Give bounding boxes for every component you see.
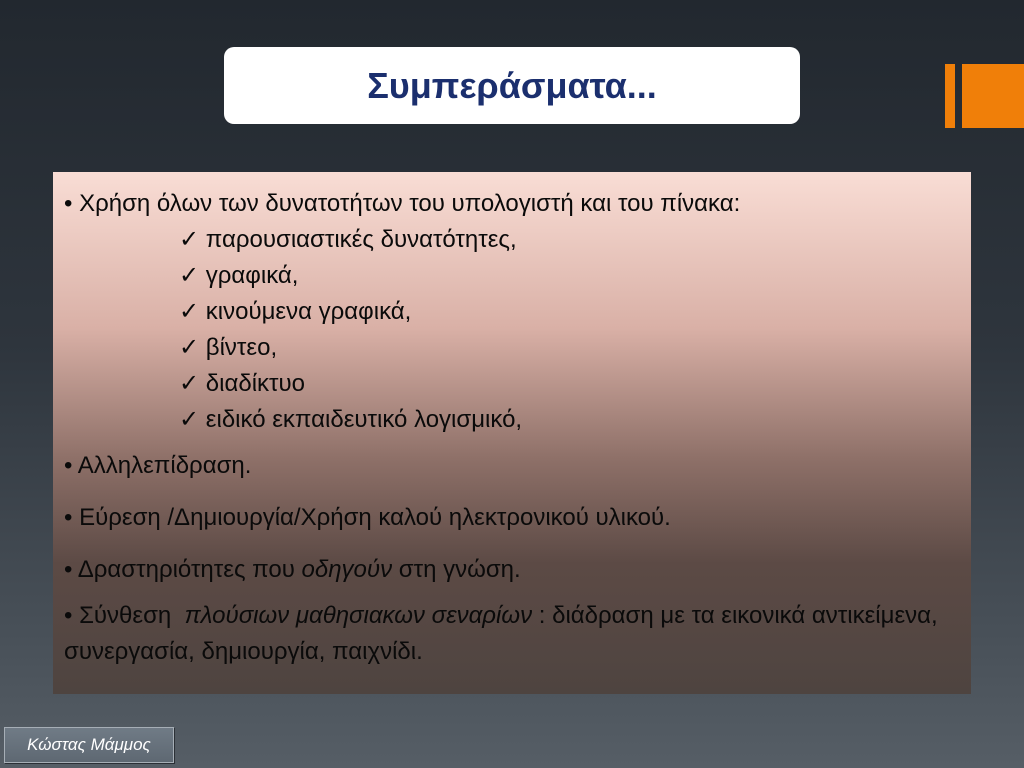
check-icon: ✓	[179, 334, 200, 361]
check-item-2: ✓ γραφικά,	[179, 262, 299, 289]
emphasis-text: πλούσιων μαθησιακων σεναρίων	[184, 602, 533, 629]
check-item-6: ✓ ειδικό εκπαιδευτικό λογισμικό,	[179, 406, 523, 433]
slide-title: Συμπεράσματα...	[367, 64, 657, 106]
check-item-5: ✓ διαδίκτυο	[179, 370, 305, 397]
bullet-marker: •	[64, 190, 73, 217]
author-badge	[4, 727, 174, 763]
accent-bar-thin	[945, 64, 955, 128]
bullet-item-3: • Εύρεση /Δημιουργία/Χρήση καλού ηλεκτρονικού υλικού.	[64, 504, 671, 531]
bullet-item-4: • Δραστηριότητες που οδηγούν στη γνώση.	[64, 556, 521, 583]
check-icon: ✓	[179, 370, 200, 397]
title-box	[224, 47, 800, 124]
check-item-3: ✓ κινούμενα γραφικά,	[179, 298, 412, 325]
bullet-marker: •	[64, 504, 73, 531]
check-icon: ✓	[179, 262, 200, 289]
check-item-4: ✓ βίντεο,	[179, 334, 278, 361]
check-icon: ✓	[179, 406, 200, 433]
emphasis-text: οδηγούν	[301, 556, 393, 583]
content-box	[53, 172, 971, 694]
accent-bar-wide	[962, 64, 1024, 128]
bullet-marker: •	[64, 602, 73, 629]
check-icon: ✓	[179, 226, 200, 253]
bullet-marker: •	[64, 556, 73, 583]
bullet-item-2: • Αλληλεπίδραση.	[64, 452, 252, 479]
bullet-item-5: • Σύνθεση πλούσιων μαθησιακων σεναρίων : διάδραση με τα εικονικά αντικείμενα, συνεργασία, δημιουργία, παιχνίδι.	[64, 602, 938, 665]
check-icon: ✓	[179, 298, 200, 325]
bullet-marker: •	[64, 452, 73, 479]
bullet-item-1: • Χρήση όλων των δυνατοτήτων του υπολογιστή και του πίνακα:	[64, 190, 741, 217]
check-item-1: ✓ παρουσιαστικές δυνατότητες,	[179, 226, 517, 253]
author-name: Κώστας Μάμμος	[27, 735, 151, 754]
